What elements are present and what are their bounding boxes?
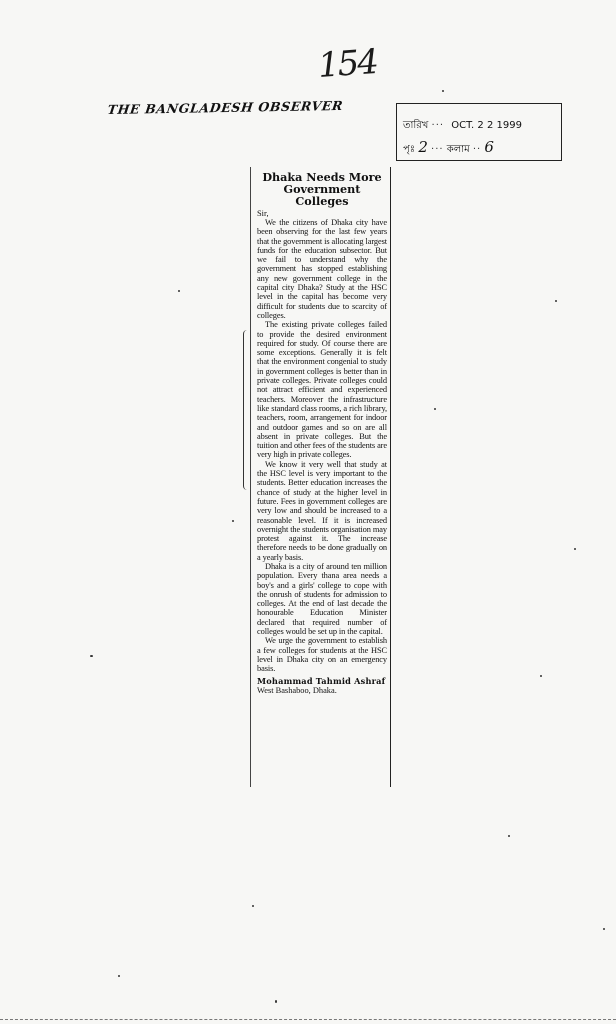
letter-salutation: Sir,	[257, 209, 269, 218]
stamp-dots: ···	[431, 144, 444, 155]
stamp-page-row	[403, 138, 494, 159]
archive-date-stamp	[396, 103, 562, 161]
margin-bracket	[243, 330, 249, 490]
handwritten-page-number: 154	[316, 41, 379, 87]
letter-headline: Dhaka Needs More Government Colleges	[262, 170, 382, 208]
stamp-dots: ··	[472, 144, 482, 155]
letter-author: Mohammad Tahmid Ashraf	[257, 675, 386, 686]
letter-paragraph: We know it very well that study at the HSC level is very important to the students. Better education increases the chance of study at the higher level in future. Fees in government colleges are very low and should be increased to a reasonable level. If it is increased overnight the students organisation may protest against it. The increase therefore needs to be done gradually on a yearly basis.	[257, 459, 387, 562]
letter-address: West Bashaboo, Dhaka.	[257, 685, 337, 695]
scan-speck	[275, 1000, 277, 1003]
stamp-page-value: 2	[418, 138, 428, 156]
scan-speck	[555, 300, 557, 302]
scan-speck	[442, 90, 444, 92]
stamp-date-row	[403, 118, 522, 135]
stamp-date-label: তারিখ	[403, 120, 429, 131]
stamp-page-label: পৃঃ	[403, 144, 416, 155]
scan-speck	[232, 520, 234, 522]
stamp-dots: ···	[431, 120, 445, 131]
scan-speck	[118, 975, 120, 977]
letter-clipping	[250, 167, 391, 787]
scan-speck	[434, 408, 436, 410]
letter-body	[257, 218, 387, 674]
scan-speck	[508, 835, 510, 837]
scan-speck	[574, 548, 576, 550]
scan-speck	[252, 905, 254, 907]
stamp-column-label: কলাম	[446, 144, 470, 155]
letter-paragraph: The existing private colleges failed to provide the desired environment required for study. Of course there are some exceptions. Generally it is felt that the environment congenial to study in government colleges is better than in private colleges. Private colleges could not attract efficient and experienced teachers. Moreover the infrastructure like standard class rooms, a rich library, teachers, room, arrangement for indoor and outdoor games and so on are all absent in private colleges. But the tuition and other fees of the students are very high in private colleges.	[257, 320, 387, 460]
stamp-date-value: OCT. 2 2 1999	[451, 120, 522, 131]
scan-speck	[540, 675, 542, 677]
scan-speck	[178, 290, 180, 292]
scan-speck	[90, 655, 93, 657]
newspaper-masthead: THE BANGLADESH OBSERVER	[106, 97, 344, 118]
stamp-column-value: 6	[484, 138, 494, 156]
letter-paragraph: Dhaka is a city of around ten million population. Every thana area needs a boy's and a girls' college to cope with the onrush of students for admission to colleges. At the end of last decade the honourable Education Minister declared that required number of colleges would be set up in the capital.	[257, 561, 387, 637]
scan-speck	[603, 928, 605, 930]
letter-paragraph: We the citizens of Dhaka city have been observing for the last few years that the government is allocating largest funds for the education subsector. But we fail to understand why the government has stopped establishing any new government college in the capital city Dhaka? Study at the HSC level in the capital has become very difficult for students due to scarcity of colleges.	[257, 218, 387, 320]
letter-paragraph: We urge the government to establish a few colleges for students at the HSC level in Dhaka city on an emergency basis.	[257, 636, 387, 674]
scan-edge-line	[0, 1019, 616, 1021]
